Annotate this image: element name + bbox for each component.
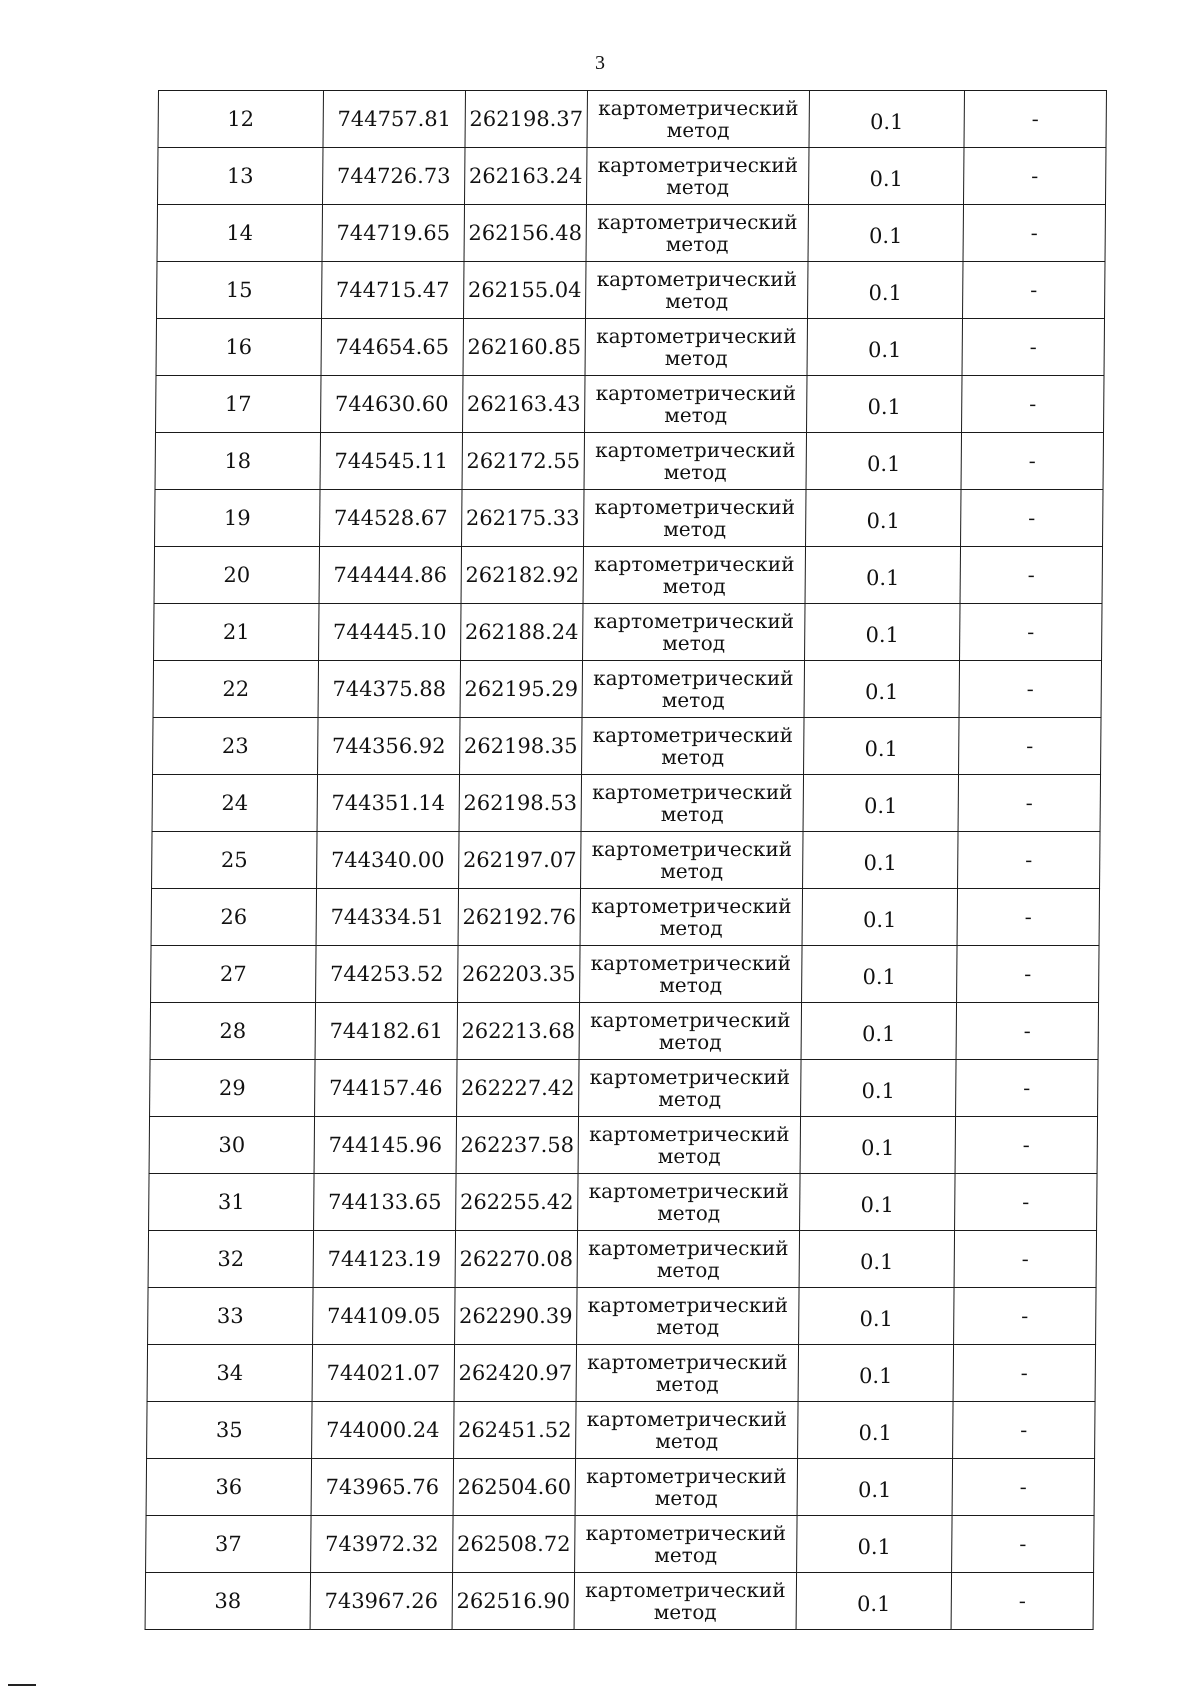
point-number-cell: 27 <box>151 946 316 1003</box>
point-number-cell: 18 <box>155 433 320 490</box>
method-text-line: метод <box>657 1201 721 1225</box>
method-cell <box>578 1117 800 1174</box>
point-number-cell: 33 <box>148 1288 313 1345</box>
table-row <box>146 1459 1094 1516</box>
point-number-cell: 14 <box>157 205 322 262</box>
note-cell: - <box>955 1174 1097 1231</box>
y-coordinate-cell: 262508.72 <box>453 1516 575 1573</box>
method-text-line: картометрический <box>587 1293 789 1317</box>
note-cell: - <box>953 1345 1095 1402</box>
y-coordinate-cell: 262192.76 <box>458 889 580 946</box>
method-cell <box>581 775 803 832</box>
y-coordinate-cell: 262163.43 <box>463 376 585 433</box>
note-cell: - <box>959 718 1101 775</box>
x-coordinate-cell: 744545.11 <box>320 433 462 490</box>
method-text-line: метод <box>660 802 724 826</box>
method-text-line: картометрический <box>593 666 794 690</box>
accuracy-cell: 0.1 <box>800 1117 955 1174</box>
accuracy-cell: 0.1 <box>804 661 959 718</box>
table-row <box>150 1060 1098 1117</box>
table-row <box>147 1402 1095 1459</box>
accuracy-cell: 0.1 <box>797 1516 952 1573</box>
note-cell: - <box>956 1060 1098 1117</box>
x-coordinate-cell: 744630.60 <box>321 376 463 433</box>
method-text-line: метод <box>664 403 728 427</box>
method-text-line: метод <box>655 1429 719 1453</box>
point-number-cell: 28 <box>150 1003 315 1060</box>
method-text-line: картометрический <box>592 780 793 804</box>
method-text-line: картометрический <box>585 1578 786 1602</box>
table-row <box>156 376 1104 433</box>
table-row <box>155 433 1103 490</box>
x-coordinate-cell: 744157.46 <box>315 1060 457 1117</box>
x-coordinate-cell: 744253.52 <box>316 946 458 1003</box>
method-text-line: метод <box>653 1600 717 1624</box>
page-number: 3 <box>595 52 605 74</box>
method-text-line: картометрический <box>597 153 799 177</box>
coordinates-table <box>145 90 1107 1630</box>
table-row <box>149 1117 1097 1174</box>
method-text-line: метод <box>665 232 729 256</box>
table-row <box>148 1231 1096 1288</box>
point-number-cell: 36 <box>146 1459 311 1516</box>
x-coordinate-cell: 744445.10 <box>319 604 461 661</box>
table-row <box>145 1573 1093 1630</box>
method-text-line: метод <box>655 1372 719 1396</box>
method-text-line: метод <box>663 517 727 541</box>
table-row <box>154 547 1102 604</box>
accuracy-cell: 0.1 <box>805 547 960 604</box>
table-row <box>155 490 1103 547</box>
accuracy-cell: 0.1 <box>806 490 961 547</box>
table-row <box>149 1174 1097 1231</box>
note-cell: - <box>963 262 1105 319</box>
accuracy-cell: 0.1 <box>808 262 963 319</box>
table-row <box>152 832 1100 889</box>
point-number-cell: 24 <box>152 775 317 832</box>
note-cell: - <box>964 148 1106 205</box>
point-number-cell: 30 <box>149 1117 314 1174</box>
y-coordinate-cell: 262182.92 <box>461 547 583 604</box>
method-text-line: метод <box>654 1543 718 1567</box>
x-coordinate-cell: 744715.47 <box>322 262 464 319</box>
method-text-line: метод <box>660 859 724 883</box>
note-cell: - <box>960 547 1102 604</box>
note-cell: - <box>964 91 1106 148</box>
point-number-cell: 17 <box>156 376 321 433</box>
method-cell <box>575 1459 797 1516</box>
accuracy-cell: 0.1 <box>796 1573 951 1630</box>
x-coordinate-cell: 744726.73 <box>323 148 465 205</box>
point-number-cell: 15 <box>157 262 322 319</box>
method-cell <box>576 1402 798 1459</box>
method-text-line: картометрический <box>594 552 795 576</box>
accuracy-cell: 0.1 <box>803 832 958 889</box>
note-cell: - <box>961 433 1103 490</box>
method-cell <box>576 1345 798 1402</box>
y-coordinate-cell: 262195.29 <box>460 661 582 718</box>
x-coordinate-cell: 744356.92 <box>318 718 460 775</box>
method-text-line: метод <box>662 574 726 598</box>
point-number-cell: 16 <box>156 319 321 376</box>
method-text-line: метод <box>657 1144 721 1168</box>
method-cell <box>585 376 807 433</box>
accuracy-cell: 0.1 <box>802 946 957 1003</box>
x-coordinate-cell: 744444.86 <box>319 547 461 604</box>
y-coordinate-cell: 262255.42 <box>456 1174 578 1231</box>
y-coordinate-cell: 262198.37 <box>465 91 587 148</box>
accuracy-cell: 0.1 <box>797 1459 952 1516</box>
accuracy-cell: 0.1 <box>809 91 964 148</box>
x-coordinate-cell: 744719.65 <box>322 205 464 262</box>
method-text-line: картометрический <box>586 1464 787 1488</box>
point-number-cell: 32 <box>148 1231 313 1288</box>
y-coordinate-cell: 262155.04 <box>464 262 586 319</box>
note-cell: - <box>955 1117 1097 1174</box>
method-cell <box>580 946 802 1003</box>
method-cell <box>574 1573 796 1630</box>
y-coordinate-cell: 262504.60 <box>453 1459 575 1516</box>
x-coordinate-cell: 744145.96 <box>314 1117 456 1174</box>
note-cell: - <box>958 832 1100 889</box>
note-cell: - <box>951 1573 1093 1630</box>
method-cell <box>586 205 808 262</box>
method-text-line: картометрический <box>594 495 796 519</box>
y-coordinate-cell: 262290.39 <box>455 1288 577 1345</box>
table-row <box>152 775 1100 832</box>
table-row <box>150 1003 1098 1060</box>
note-cell: - <box>957 889 1099 946</box>
method-cell <box>583 604 805 661</box>
accuracy-cell: 0.1 <box>801 1060 956 1117</box>
method-text-line: картометрический <box>586 1407 788 1431</box>
method-cell <box>580 889 802 946</box>
method-text-line: метод <box>664 346 728 370</box>
table-row <box>151 946 1099 1003</box>
point-number-cell: 26 <box>151 889 316 946</box>
accuracy-cell: 0.1 <box>805 604 960 661</box>
method-cell <box>585 319 807 376</box>
table-row <box>153 661 1101 718</box>
method-text-line: метод <box>659 916 723 940</box>
accuracy-cell: 0.1 <box>798 1345 953 1402</box>
x-coordinate-cell: 744375.88 <box>318 661 460 718</box>
y-coordinate-cell: 262198.53 <box>459 775 581 832</box>
note-cell: - <box>957 946 1099 1003</box>
method-text-line: метод <box>663 460 727 484</box>
point-number-cell: 37 <box>146 1516 311 1573</box>
method-text-line: картометрический <box>595 438 796 462</box>
note-cell: - <box>953 1402 1095 1459</box>
note-cell: - <box>952 1459 1094 1516</box>
note-cell: - <box>960 604 1102 661</box>
table-row <box>157 262 1105 319</box>
x-coordinate-cell: 744340.00 <box>317 832 459 889</box>
note-cell: - <box>961 490 1103 547</box>
method-text-line: картометрический <box>589 1122 790 1146</box>
method-text-line: метод <box>654 1486 718 1510</box>
x-coordinate-cell: 744334.51 <box>316 889 458 946</box>
method-text-line: картометрический <box>592 723 794 747</box>
method-text-line: картометрический <box>595 381 797 405</box>
accuracy-cell: 0.1 <box>807 376 962 433</box>
table-body <box>145 91 1106 1630</box>
x-coordinate-cell: 744351.14 <box>317 775 459 832</box>
method-cell <box>584 490 806 547</box>
accuracy-cell: 0.1 <box>800 1174 955 1231</box>
x-coordinate-cell: 743967.26 <box>310 1573 452 1630</box>
point-number-cell: 31 <box>149 1174 314 1231</box>
note-cell: - <box>962 319 1104 376</box>
method-cell <box>579 1060 801 1117</box>
y-coordinate-cell: 262420.97 <box>454 1345 576 1402</box>
y-coordinate-cell: 262227.42 <box>457 1060 579 1117</box>
method-text-line: метод <box>661 688 725 712</box>
y-coordinate-cell: 262213.68 <box>457 1003 579 1060</box>
accuracy-cell: 0.1 <box>809 148 964 205</box>
method-text-line: картометрический <box>597 210 798 234</box>
point-number-cell: 25 <box>152 832 317 889</box>
method-cell <box>582 718 804 775</box>
method-cell <box>581 832 803 889</box>
method-text-line: картометрический <box>590 1008 791 1032</box>
method-text-line: картометрический <box>590 951 792 975</box>
method-text-line: картометрический <box>585 1521 787 1545</box>
method-text-line: картометрический <box>596 267 798 291</box>
point-number-cell: 20 <box>154 547 319 604</box>
accuracy-cell: 0.1 <box>806 433 961 490</box>
point-number-cell: 13 <box>158 148 323 205</box>
y-coordinate-cell: 262163.24 <box>465 148 587 205</box>
method-cell <box>582 661 804 718</box>
method-text-line: метод <box>656 1315 720 1339</box>
y-coordinate-cell: 262198.35 <box>460 718 582 775</box>
accuracy-cell: 0.1 <box>799 1288 954 1345</box>
y-coordinate-cell: 262270.08 <box>455 1231 577 1288</box>
x-coordinate-cell: 744182.61 <box>315 1003 457 1060</box>
method-text-line: картометрический <box>588 1179 790 1203</box>
method-text-line: метод <box>662 631 726 655</box>
method-text-line: картометрический <box>593 609 795 633</box>
y-coordinate-cell: 262156.48 <box>464 205 586 262</box>
table-row <box>151 889 1099 946</box>
method-cell <box>584 433 806 490</box>
point-number-cell: 34 <box>147 1345 312 1402</box>
method-cell <box>587 148 809 205</box>
method-text-line: метод <box>665 289 729 313</box>
note-cell: - <box>962 376 1104 433</box>
accuracy-cell: 0.1 <box>804 718 959 775</box>
note-cell: - <box>952 1516 1094 1573</box>
x-coordinate-cell: 744021.07 <box>312 1345 454 1402</box>
x-coordinate-cell: 744000.24 <box>312 1402 454 1459</box>
accuracy-cell: 0.1 <box>807 319 962 376</box>
table-row <box>146 1516 1094 1573</box>
point-number-cell: 29 <box>150 1060 315 1117</box>
note-cell: - <box>956 1003 1098 1060</box>
accuracy-cell: 0.1 <box>798 1402 953 1459</box>
table-row <box>157 205 1105 262</box>
method-text-line: метод <box>661 745 725 769</box>
scan-edge-mark <box>8 1684 36 1686</box>
point-number-cell: 35 <box>147 1402 312 1459</box>
method-text-line: метод <box>658 1030 722 1054</box>
method-cell <box>575 1516 797 1573</box>
method-text-line: метод <box>656 1258 720 1282</box>
point-number-cell: 22 <box>153 661 318 718</box>
accuracy-cell: 0.1 <box>802 889 957 946</box>
x-coordinate-cell: 743972.32 <box>311 1516 453 1573</box>
method-cell <box>578 1174 800 1231</box>
method-text-line: картометрический <box>587 1350 788 1374</box>
y-coordinate-cell: 262451.52 <box>454 1402 576 1459</box>
method-cell <box>577 1288 799 1345</box>
accuracy-cell: 0.1 <box>803 775 958 832</box>
y-coordinate-cell: 262203.35 <box>458 946 580 1003</box>
method-text-line: метод <box>659 973 723 997</box>
method-text-line: картометрический <box>591 894 792 918</box>
y-coordinate-cell: 262237.58 <box>456 1117 578 1174</box>
point-number-cell: 21 <box>154 604 319 661</box>
point-number-cell: 23 <box>153 718 318 775</box>
method-cell <box>577 1231 799 1288</box>
x-coordinate-cell: 744109.05 <box>313 1288 455 1345</box>
x-coordinate-cell: 743965.76 <box>311 1459 453 1516</box>
point-number-cell: 19 <box>155 490 320 547</box>
method-text-line: картометрический <box>598 96 799 120</box>
table-row <box>147 1345 1095 1402</box>
x-coordinate-cell: 744528.67 <box>320 490 462 547</box>
x-coordinate-cell: 744133.65 <box>314 1174 456 1231</box>
x-coordinate-cell: 744654.65 <box>321 319 463 376</box>
y-coordinate-cell: 262197.07 <box>459 832 581 889</box>
method-cell <box>586 262 808 319</box>
note-cell: - <box>959 661 1101 718</box>
method-text-line: картометрический <box>588 1236 789 1260</box>
method-cell <box>583 547 805 604</box>
accuracy-cell: 0.1 <box>801 1003 956 1060</box>
method-text-line: картометрический <box>596 324 797 348</box>
x-coordinate-cell: 744123.19 <box>313 1231 455 1288</box>
point-number-cell: 38 <box>145 1573 310 1630</box>
method-text-line: картометрический <box>591 837 793 861</box>
accuracy-cell: 0.1 <box>799 1231 954 1288</box>
y-coordinate-cell: 262516.90 <box>452 1573 574 1630</box>
y-coordinate-cell: 262160.85 <box>463 319 585 376</box>
method-cell <box>587 91 809 148</box>
method-cell <box>579 1003 801 1060</box>
table-row <box>154 604 1102 661</box>
x-coordinate-cell: 744757.81 <box>323 91 465 148</box>
table-row <box>148 1288 1096 1345</box>
method-text-line: метод <box>666 175 730 199</box>
note-cell: - <box>954 1231 1096 1288</box>
table-row <box>158 148 1106 205</box>
method-text-line: метод <box>666 118 730 142</box>
table-row <box>153 718 1101 775</box>
y-coordinate-cell: 262175.33 <box>462 490 584 547</box>
note-cell: - <box>954 1288 1096 1345</box>
method-text-line: метод <box>658 1087 722 1111</box>
y-coordinate-cell: 262172.55 <box>462 433 584 490</box>
method-text-line: картометрический <box>589 1065 791 1089</box>
point-number-cell: 12 <box>158 91 323 148</box>
table-row <box>156 319 1104 376</box>
y-coordinate-cell: 262188.24 <box>461 604 583 661</box>
note-cell: - <box>958 775 1100 832</box>
note-cell: - <box>963 205 1105 262</box>
accuracy-cell: 0.1 <box>808 205 963 262</box>
table-row <box>158 91 1106 148</box>
